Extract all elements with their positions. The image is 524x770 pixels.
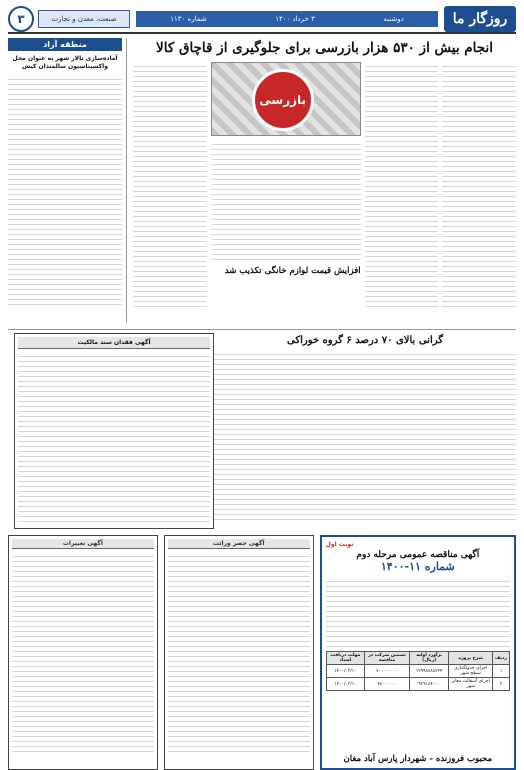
table-header: تضمین شرکت در مناقصه [365, 652, 410, 665]
header-bar [136, 11, 438, 27]
text-lines [442, 62, 516, 310]
section-label: صنعت، معدن و تجارت [38, 10, 130, 28]
table-header: شرح پروژه [449, 652, 493, 665]
tender-title: آگهی مناقصه عمومی مرحله دوم [356, 550, 480, 560]
price-story [214, 333, 516, 529]
photo-column [211, 62, 361, 310]
tender-footer: محبوب فروزنده - شهردار پارس آباد مغان [343, 754, 493, 764]
table-header: برآورد اولیه (ریال) [409, 652, 448, 665]
table-cell: ۷۰۰۰۰۰۰۰۰ [365, 665, 410, 678]
table-header: مهلت دریافت اسناد [326, 652, 365, 665]
header-issue: شماره ۱۱۳۰ [170, 15, 207, 23]
table-cell: ۹۳۹۱۸۴۰۰۰ [409, 678, 448, 691]
notice-box [14, 333, 214, 529]
header-day: دوشنبه [383, 15, 404, 23]
lead-story [126, 38, 516, 323]
table-cell: ۱۳۹۹۸۷۸۸۲۲۴ [409, 665, 448, 678]
text-lines [12, 552, 154, 752]
change-notice-box [8, 535, 158, 770]
inspection-sign: بازرسی [252, 69, 314, 131]
legal-notice-box [164, 535, 314, 770]
notice-head: آگهی فقدان سند مالکیت [18, 337, 210, 349]
text-lines [133, 62, 207, 310]
text-lines [211, 140, 361, 260]
bottom-section [8, 535, 516, 770]
lead-columns [133, 62, 516, 310]
table-header: ردیف [493, 652, 510, 665]
top-section [8, 38, 516, 323]
change-notice-head: آگهی تغییرات [12, 539, 154, 549]
table-cell: ۱۴۰۰/۰۳/۱۰ [326, 665, 365, 678]
table-cell: ۲ [493, 678, 510, 691]
table-row [326, 678, 509, 691]
header-date: ۳ خرداد ۱۴۰۰ [275, 15, 315, 23]
legal-notice-head: آگهی حصر وراثت [168, 539, 310, 549]
tender-table [326, 651, 510, 691]
side-column [8, 38, 126, 323]
text-lines [326, 577, 510, 647]
tender-badge: نوبت اول [325, 541, 354, 548]
page-number: ۳ [8, 6, 34, 32]
table-row [326, 665, 509, 678]
sub-headline: افزایش قیمت لوازم خانگی تکذیب شد [224, 266, 361, 276]
text-lines [214, 350, 516, 520]
middle-section [8, 329, 516, 529]
text-lines [18, 352, 210, 522]
newspaper-logo: روزگار ما [444, 6, 516, 32]
main-headline: انجام بیش از ۵۳۰ هزار بازرسی برای جلوگیری از قاچاق کالا [156, 40, 493, 56]
article-column [133, 62, 207, 310]
text-lines [365, 62, 439, 310]
table-cell: ۱۴۰۰/۰۳/۱۰ [326, 678, 365, 691]
side-story-title: آماده‌سازی تالار شهر به عنوان محل واکسیناسیون سالمندان کیش [12, 55, 118, 70]
side-section-head: منطقه آزاد [8, 38, 122, 51]
text-lines [8, 75, 122, 305]
table-cell: اجرای جدولگذاری سطح شهر [449, 665, 493, 678]
article-column [365, 62, 439, 310]
page-header [8, 6, 516, 34]
table-cell: اجرای آسفالت معابر شهر [449, 678, 493, 691]
table-cell: ۴۷۰۰۰۰۰۰ [365, 678, 410, 691]
tender-ad [320, 535, 516, 770]
inspection-photo [211, 62, 361, 136]
table-cell: ۱ [493, 665, 510, 678]
tender-number: شماره ۱۱-۱۴۰۰ [380, 560, 455, 573]
price-headline: گرانی بالای ۷۰ درصد ۶ گروه خوراکی [287, 335, 443, 346]
text-lines [168, 552, 310, 752]
article-column [442, 62, 516, 310]
